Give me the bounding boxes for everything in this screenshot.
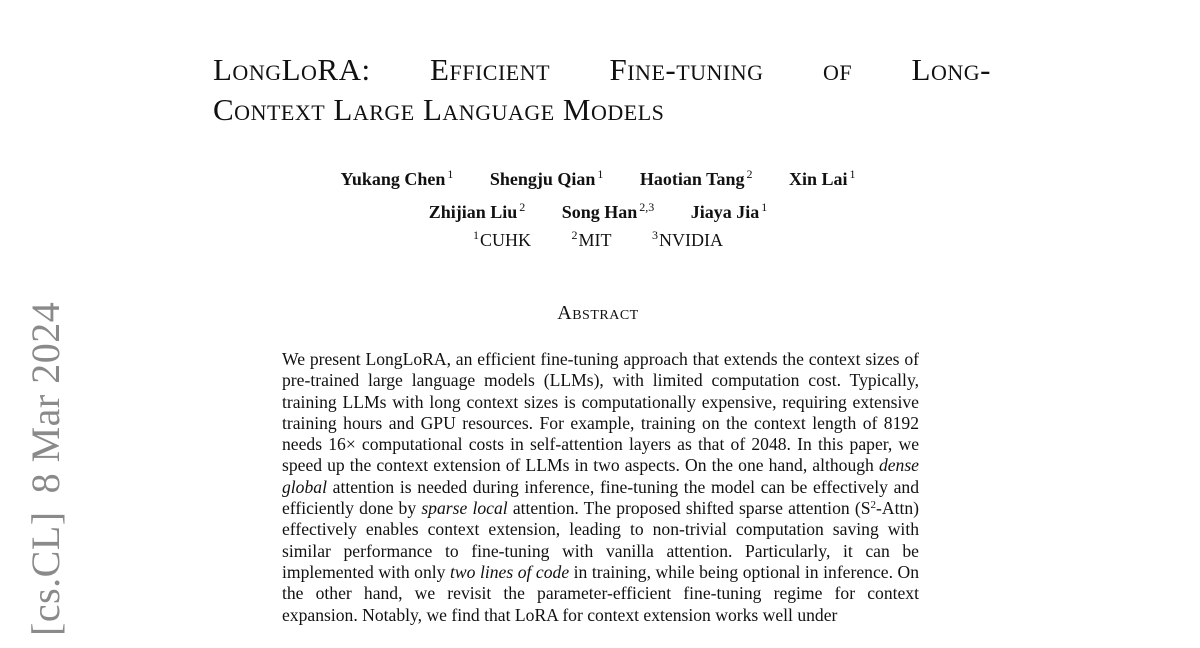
abstract-emphasis: two lines of code (450, 561, 570, 582)
abstract-emphasis: dense global (282, 455, 919, 497)
author (490, 160, 604, 193)
author-affiliation-mark: 2,3 (639, 200, 655, 214)
author (340, 160, 453, 193)
paper-title (213, 50, 1003, 130)
arxiv-stamp (22, 302, 69, 636)
abstract-segment: attention is needed during inference, fine-tuning the model can be effectively and efficiently done by (282, 476, 919, 519)
affiliation-name: CUHK (480, 230, 532, 250)
title-word: Long- (911, 52, 991, 87)
author-affiliation-mark: 2 (519, 200, 526, 214)
author-name: Song Han (561, 202, 638, 222)
abstract-segment: in training, while being optional in inference. On the other hand, we revisit the parameter-efficient fine-tuning regime for context expansion. Notably, we find that LoRA for context extension works well under (282, 561, 919, 625)
author (640, 160, 753, 193)
title-word: Efficient (430, 52, 551, 87)
abstract-text (282, 349, 919, 626)
title-word: LongLoRA: (213, 52, 371, 87)
author-affiliation-mark: 2 (746, 167, 753, 181)
arxiv-category: [cs.CL] (23, 511, 68, 636)
author-name: Shengju Qian (489, 169, 596, 189)
title-line-1 (213, 50, 991, 90)
affiliation-name: NVIDIA (659, 230, 723, 250)
affiliation-mark: 3 (652, 228, 659, 242)
affiliation (652, 222, 723, 253)
author (789, 160, 856, 193)
title-word: Fine-tuning (609, 52, 764, 87)
arxiv-date: 8 Mar 2024 (23, 301, 68, 494)
title-line-2: Context Large Language Models (213, 92, 665, 127)
author-affiliation-mark: 1 (597, 167, 604, 181)
affiliation (572, 222, 612, 253)
author-affiliation-mark: 1 (447, 167, 454, 181)
abstract-segment: attention. The proposed shifted sparse attention (S (507, 498, 871, 519)
author-name: Jiaya Jia (690, 202, 760, 222)
author-name: Haotian Tang (639, 169, 745, 189)
affiliation-mark: 1 (473, 228, 479, 242)
author-name: Yukang Chen (340, 169, 446, 189)
author-affiliation-mark: 1 (761, 200, 768, 214)
abstract-superscript: 2 (870, 499, 876, 512)
affiliation-name: MIT (578, 230, 612, 250)
abstract-segment: -Attn) effectively enables context extension, leading to non-trivial computation saving with similar performance to fine-tuning with vanilla attention. Particularly, it can be implemented with only (282, 498, 919, 582)
abstract-emphasis: sparse local (421, 498, 508, 519)
author-name: Xin Lai (788, 169, 848, 189)
abstract-segment: We present LongLoRA, an efficient fine-tuning approach that extends the context sizes of pre-trained large language models (LLMs), with limited computation cost. Typically, training LLMs with long context sizes is computationally expensive, requiring extensive training hours and GPU resources. For example, training on the context length of 8192 needs 16× computational costs in self-attention layers as that of 2048. In this paper, we speed up the context extension of LLMs in two aspects. On the one hand, although (282, 349, 919, 476)
affiliation-list (200, 222, 996, 253)
abstract-heading: Abstract (557, 302, 639, 324)
author-affiliation-mark: 1 (849, 167, 856, 181)
author-list (200, 160, 996, 226)
author-row-1 (200, 160, 996, 193)
affiliation-mark: 2 (571, 228, 578, 242)
author-name: Zhijian Liu (428, 202, 518, 222)
title-word: of (822, 52, 853, 87)
affiliation (473, 222, 531, 253)
